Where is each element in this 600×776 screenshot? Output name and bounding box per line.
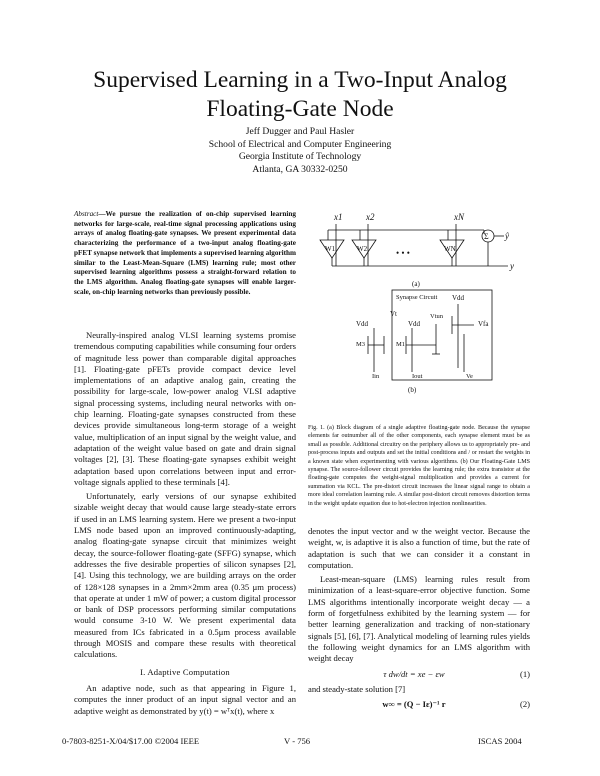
paper-title <box>0 66 600 124</box>
figure-1b-synapse-circuit <box>356 290 492 394</box>
m3-label: M3 <box>356 341 366 348</box>
equation-1-expression: τ dw/dt = xe − εw <box>383 668 445 679</box>
weight-wn-label: WN <box>444 245 456 253</box>
weight-w1-label: W1 <box>325 245 336 253</box>
vtun-label: Vtun <box>430 313 443 320</box>
footer-right: ISCAS 2004 <box>478 736 522 746</box>
equation-1-number: (1) <box>519 668 530 679</box>
iout-label: Iout <box>412 373 423 380</box>
abstract <box>74 210 296 297</box>
abstract-dash: — <box>98 210 106 218</box>
intro-paragraph-1: Neurally-inspired analog VLSI learning systems promise tremendous computing capabilities while consuming four orders of magnitude less power than comparable digital approaches [1]. Floating-gate pFETs provide compact device level implementations of an adaptive analog gain, creating the possibility for large-scale, low-power analog VLSI adaptive signal processing systems, including neural networks with on-chip learning. Floating-gate synapses constructed from these devices provide simultaneous long-term storage of a weight value, multiplication of an input signal by the weight value, and adaptation of the weight value based on gate and drain signal voltages [2], [3]. These floating-gate synapses exhibit weight adaptation based upon correlations between input and error-voltage signals applied to these terminals [4]. <box>74 330 296 487</box>
m1-label: M1 <box>396 341 406 348</box>
synapse-circuit-label: Synapse Circuit <box>396 294 438 301</box>
vdd-label-mid: Vdd <box>408 320 421 328</box>
yhat-label: ŷ <box>505 231 509 241</box>
ellipsis-dots: • • • <box>396 248 410 258</box>
title-line-2: Floating-Gate Node <box>206 96 394 122</box>
iin-label: Iin <box>372 373 380 380</box>
ve-label: Ve <box>466 373 473 380</box>
figure-1 <box>308 204 530 422</box>
affiliation-institute: Georgia Institute of Technology <box>238 151 362 162</box>
footer-left: 0-7803-8251-X/04/$17.00 ©2004 IEEE <box>62 736 200 746</box>
footer-page-number: V - 756 <box>284 736 311 746</box>
right-column <box>308 526 530 714</box>
figure-label-a: (a) <box>412 280 420 288</box>
intro-paragraph-2: Unfortunately, early versions of our synapse exhibited sizable weight decay that would cause large steady-state errors if used in an LMS learning system. Here we present a two-input LMS node based upon an improved continuously-adapting, analog floating-gate synapse circuit that minimizes weight decay, the source-follower floating-gate (SFFG) synapse, which addresses the five desirable properties of silicon synapses [2], [4]. Using this technology, we are building arrays on the order of 128×128 synapses in a 2mm×2mm area (0.35 μm process) that operate at under 1 mW of power; a custom digital processor or bank of DSP processors performing similar computations would consume 3-10 W. We present experimental data measured from ICs fabricated in a 0.5μm process available through MOSIS and compare these results with theoretical calculations. <box>74 491 296 660</box>
author-block <box>0 126 600 176</box>
affiliation-city: Atlanta, GA 30332-0250 <box>252 163 348 175</box>
authors: Jeff Dugger and Paul Hasler <box>245 126 355 137</box>
figure-label-b: (b) <box>408 386 417 394</box>
input-x1-label: x1 <box>334 212 343 222</box>
steady-state-text: and steady-state solution [7] <box>308 683 406 694</box>
figure-caption: Fig. 1. (a) Block diagram of a single adaptive floating-gate node. Because the synapse elements far outnumber all of the other components, each synapse element must be as small as possible. Additional circuitry on the periphery allows us to appropriately pre- and post-process inputs and outputs and set the initial conditions and / or restart the weights in a known state when experimenting with various algorithms. (b) Our Floating-Gate LMS synapse. The source-follower circuit provides the learning rule; the extra transistor at the floating-gate computes the weight-signal multiplication and provides a current for summation via KCL. The pre-distort circuit increases the linear signal range to obtain a more ideal correlation learning rule. A similar post-distort circuit removes distortion terms in the weight update equation due to hot-electron injection nonlinearities. <box>308 425 530 507</box>
vfa-label: Vfa <box>478 320 489 328</box>
vdd-label-top: Vdd <box>452 294 465 302</box>
sum-symbol: Σ <box>484 232 489 241</box>
vt-label: Vt <box>390 310 397 318</box>
abstract-label: Abstract <box>74 210 99 218</box>
input-x2-label: x2 <box>366 212 375 222</box>
right-paragraph-1: denotes the input vector and w the weight vector. Because the weight, w, is adaptive it is also a function of time, but the rate of adaptation is such that we can consider it a constant in computation. <box>308 526 530 570</box>
vdd-label-left: Vdd <box>356 320 369 328</box>
section-heading: I. Adaptive Computation <box>140 666 230 677</box>
left-column <box>74 330 296 720</box>
title-line-1: Supervised Learning in a Two-Input Analog <box>93 67 507 93</box>
right-paragraph-2: Least-mean-square (LMS) learning rules result from minimization of a least-square-error objective function. Some LMS algorithms intentionally incorporate weight decay — a form of forgetfulness exhibited by the learning system — for better learning generalization and tracking of non-stationary signals [5], [6], [7]. Analytical modeling of learning rules yields the following weight dynamics for an LMS algorithm with weight decay <box>308 574 530 664</box>
equation-1 <box>308 669 530 680</box>
input-xn-label: xN <box>454 212 464 222</box>
y-label: y <box>510 261 514 271</box>
section-paragraph: An adaptive node, such as that appearing in Figure 1, computes the inner product of an input signal vector and an adaptive weight as demonstrated by y(t) = wᵀx(t), where x <box>74 682 296 716</box>
equation-2 <box>308 699 530 710</box>
weight-w2-label: W2 <box>357 245 368 253</box>
figure-1a-block-diagram <box>320 212 514 288</box>
abstract-text: We pursue the realization of on-chip supervised learning networks for large-scale, real-time signal processing applications using arrays of analog floating-gate synapses. We present experimental data characterizing the performance of a two-input analog floating-gate pFET synapse network that implements a supervised learning algorithm similar to the Least-Mean-Square (LMS) learning rule; most other supervised learning algorithms possess a straight-forward relation to the LMS algorithm. Analog floating-gate synapses will enable larger-scale, on-chip learning networks than previously possible. <box>74 210 296 296</box>
equation-2-expression: w∞ = (Q − Iε)⁻¹ r <box>382 699 446 710</box>
equation-2-number: (2) <box>519 699 530 710</box>
affiliation-school: School of Electrical and Computer Engineering <box>208 138 392 150</box>
